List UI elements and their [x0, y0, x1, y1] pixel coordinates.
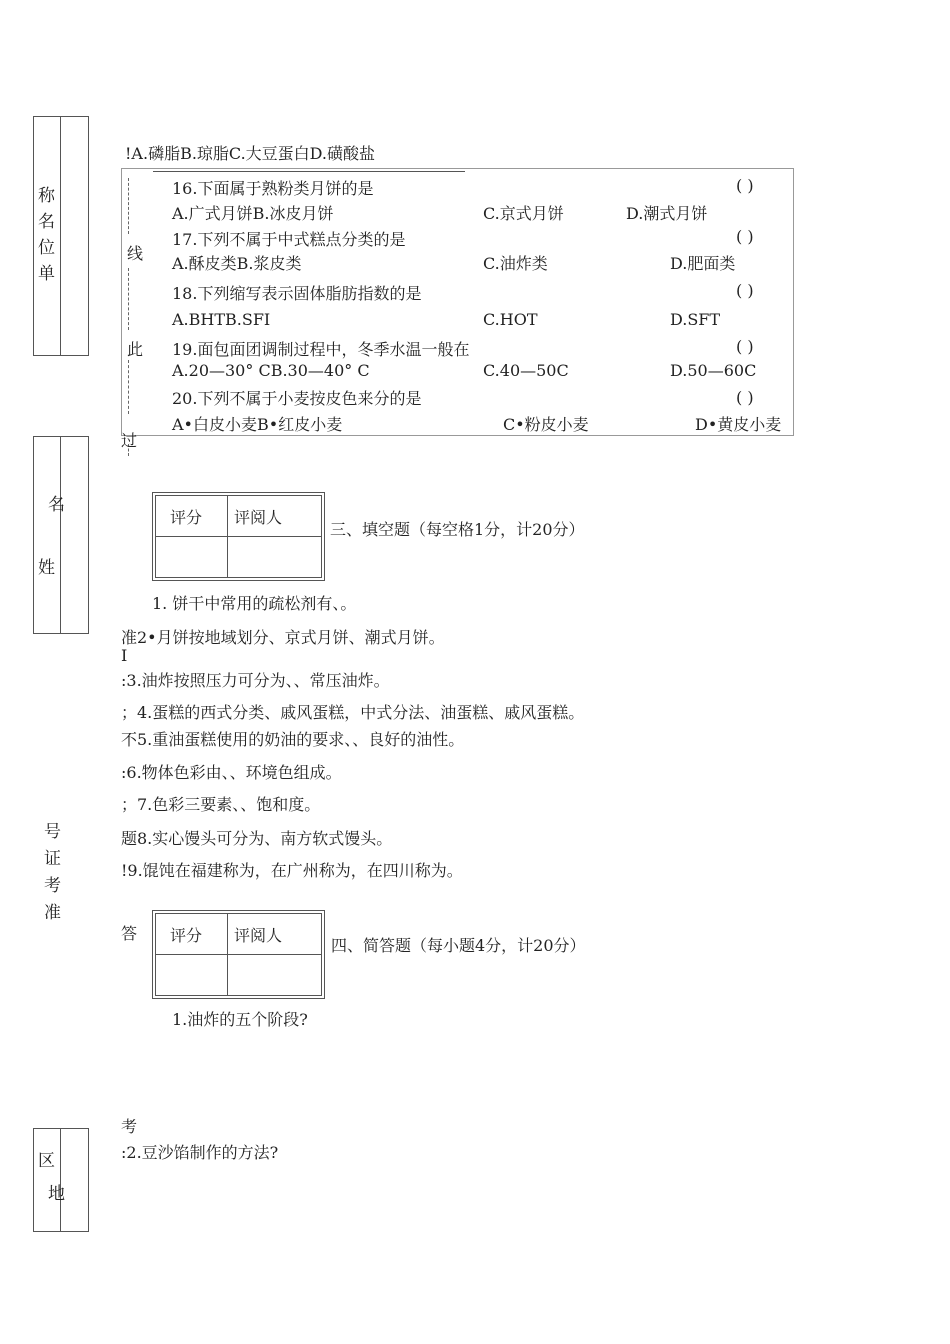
- fill-item: 不5.重油蛋糕使用的奶油的要求、、良好的油性。: [121, 730, 465, 749]
- ticket-char: 考: [44, 876, 61, 896]
- unit-char: 单: [38, 264, 55, 284]
- unit-char: 位: [38, 238, 55, 258]
- question-stem: 19.面包面团调制过程中，冬季水温一般在: [172, 340, 470, 359]
- answer-paren: ( ): [736, 227, 754, 246]
- score-label: 评分: [156, 914, 228, 955]
- unit-char: 名: [38, 212, 55, 232]
- answer-char: 答: [121, 924, 138, 943]
- section3-title: 三、填空题（每空格1分，计20分）: [330, 520, 585, 539]
- short-answer-q2: :2.豆沙馅制作的方法?: [121, 1143, 279, 1162]
- reviewer-cell[interactable]: [228, 537, 322, 578]
- option: D•黄皮小麦: [695, 415, 782, 434]
- answer-paren: ( ): [736, 388, 754, 407]
- binding-box-name: [33, 436, 89, 634]
- option: C.油炸类: [483, 254, 548, 273]
- seal-dash: [128, 178, 129, 234]
- fill-item: 准2•月饼按地域划分、京式月饼、潮式月饼。: [121, 628, 445, 647]
- question-stem: 18.下列缩写表示固体脂肪指数的是: [172, 284, 422, 303]
- fill-item: 题8.实心馒头可分为、南方软式馒头。: [121, 829, 393, 848]
- fill-item: I: [121, 646, 128, 665]
- seal-char: 线: [127, 244, 144, 263]
- option: A.20—30° CB.30—40° C: [172, 361, 370, 380]
- q15-options: !A.磷脂B.琼脂C.大豆蛋白D.磺酸盐: [125, 144, 376, 163]
- option: C.40—50C: [483, 361, 569, 380]
- reviewer-cell[interactable]: [228, 955, 322, 996]
- short-answer-q1: 1.油炸的五个阶段?: [172, 1010, 308, 1029]
- option: C•粉皮小麦: [503, 415, 589, 434]
- ticket-char: 号: [44, 822, 61, 842]
- option: A.广式月饼B.冰皮月饼: [172, 204, 334, 223]
- score-table-2: [152, 910, 325, 999]
- seal-char: 过: [121, 431, 138, 450]
- question-stem: 17.下列不属于中式糕点分类的是: [172, 230, 406, 249]
- option: D.潮式月饼: [626, 204, 708, 223]
- ticket-char: 证: [44, 849, 61, 869]
- option: A.酥皮类B.浆皮类: [172, 254, 302, 273]
- option: A•白皮小麦B•红皮小麦: [172, 415, 343, 434]
- score-label: 评分: [156, 496, 228, 537]
- name-char: 姓: [38, 558, 55, 578]
- reviewer-label: 评阅人: [228, 496, 322, 537]
- answer-paren: ( ): [736, 281, 754, 300]
- answer-paren: ( ): [736, 337, 754, 356]
- ticket-char: 准: [44, 903, 61, 923]
- region-char: 地: [48, 1184, 65, 1204]
- option: A.BHTB.SFI: [172, 310, 271, 329]
- seal-dash: [128, 268, 129, 330]
- unit-char: 称: [38, 186, 55, 206]
- fill-item: ；7.色彩三要素、、饱和度。: [121, 795, 321, 814]
- kao-char: 考: [121, 1117, 138, 1136]
- option: D.50—60C: [670, 361, 757, 380]
- seal-char: 此: [127, 340, 144, 359]
- reviewer-label: 评阅人: [228, 914, 322, 955]
- fill-item: ；4.蛋糕的西式分类、戚风蛋糕，中式分法、油蛋糕、戚风蛋糕。: [121, 703, 585, 722]
- score-cell[interactable]: [156, 955, 228, 996]
- question-stem: 20.下列不属于小麦按皮色来分的是: [172, 389, 422, 408]
- binding-box-region: [33, 1128, 89, 1232]
- option: D.肥面类: [670, 254, 736, 273]
- option: D.SFT: [670, 310, 721, 329]
- name-char: 名: [48, 495, 65, 515]
- fill-item: :6.物体色彩由、、环境色组成。: [121, 763, 342, 782]
- fill-item: !9.馄饨在福建称为，在广州称为，在四川称为。: [121, 861, 463, 880]
- question-stem: 16.下面属于熟粉类月饼的是: [172, 179, 374, 198]
- section4-title: 四、简答题（每小题4分，计20分）: [331, 936, 586, 955]
- fill-item: 1. 饼干中常用的疏松剂有、。: [152, 594, 357, 613]
- option: C.京式月饼: [483, 204, 564, 223]
- score-table: [152, 492, 325, 581]
- seal-dash: [128, 360, 129, 414]
- region-char: 区: [38, 1151, 55, 1171]
- score-cell[interactable]: [156, 537, 228, 578]
- fill-item: :3.油炸按照压力可分为、、常压油炸。: [121, 671, 390, 690]
- answer-paren: ( ): [736, 176, 754, 195]
- option: C.HOT: [483, 310, 538, 329]
- divider: [153, 171, 465, 172]
- binding-box-unit: [33, 116, 89, 356]
